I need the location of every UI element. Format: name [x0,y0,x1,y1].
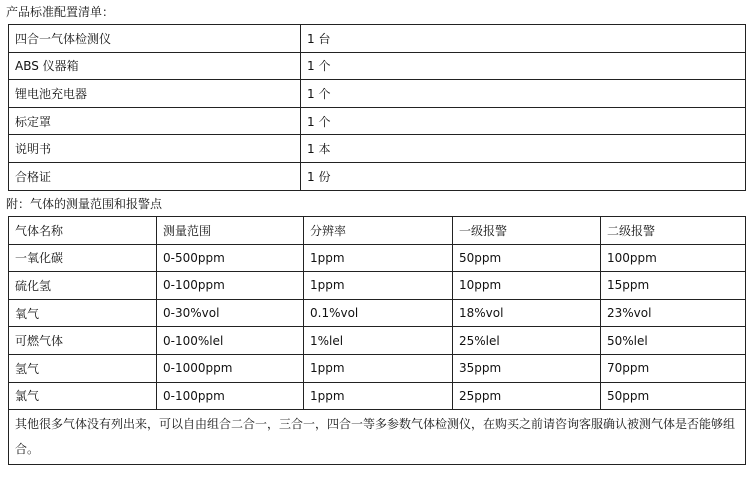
resolution: 1ppm [304,382,453,410]
column-header: 气体名称 [9,217,157,245]
item-name: 合格证 [9,162,301,190]
item-quantity: 1 台 [301,25,746,53]
gas-name: 一氧化碳 [9,244,157,272]
item-name: 标定罩 [9,107,301,135]
table-row [9,272,746,300]
item-quantity: 1 份 [301,162,746,190]
resolution: 1ppm [304,272,453,300]
table-row [9,354,746,382]
table-row [9,135,746,163]
range-table-title: 附：气体的测量范围和报警点 [6,197,163,211]
alarm-level-2: 50ppm [601,382,746,410]
table-row [9,382,746,410]
item-quantity: 1 个 [301,52,746,80]
alarm-level-2: 50%lel [601,327,746,355]
alarm-level-1: 50ppm [453,244,601,272]
table-row [9,107,746,135]
item-quantity: 1 个 [301,107,746,135]
gas-name: 氯气 [9,382,157,410]
alarm-level-1: 35ppm [453,354,601,382]
alarm-level-2: 15ppm [601,272,746,300]
config-list-title: 产品标准配置清单： [6,5,115,19]
column-header: 一级报警 [453,217,601,245]
note-row [9,410,746,465]
table-row [9,244,746,272]
measure-range: 0-1000ppm [157,354,304,382]
item-quantity: 1 个 [301,80,746,108]
item-name: ABS 仪器箱 [9,52,301,80]
alarm-level-1: 25%lel [453,327,601,355]
table-row [9,162,746,190]
table-row [9,299,746,327]
column-header: 二级报警 [601,217,746,245]
gas-name: 氧气 [9,299,157,327]
alarm-level-1: 25ppm [453,382,601,410]
table-row [9,80,746,108]
gas-name: 可燃气体 [9,327,157,355]
item-name: 四合一气体检测仪 [9,25,301,53]
alarm-level-2: 23%vol [601,299,746,327]
resolution: 0.1%vol [304,299,453,327]
measure-range: 0-100ppm [157,272,304,300]
alarm-level-2: 100ppm [601,244,746,272]
measure-range: 0-30%vol [157,299,304,327]
note-text: 其他很多气体没有列出来，可以自由组合二合一，三合一，四合一等多参数气体检测仪，在购买之前请咨询客服确认被测气体是否能够组合。 [9,410,746,465]
item-name: 说明书 [9,135,301,163]
measure-range: 0-500ppm [157,244,304,272]
range-table [8,216,746,465]
measure-range: 0-100%lel [157,327,304,355]
table-row [9,327,746,355]
config-table [8,24,746,191]
column-header: 测量范围 [157,217,304,245]
resolution: 1ppm [304,354,453,382]
gas-name: 硫化氢 [9,272,157,300]
table-row [9,52,746,80]
gas-name: 氢气 [9,354,157,382]
alarm-level-2: 70ppm [601,354,746,382]
item-name: 锂电池充电器 [9,80,301,108]
table-row [9,25,746,53]
resolution: 1%lel [304,327,453,355]
item-quantity: 1 本 [301,135,746,163]
column-header: 分辨率 [304,217,453,245]
table-header-row [9,217,746,245]
measure-range: 0-100ppm [157,382,304,410]
resolution: 1ppm [304,244,453,272]
alarm-level-1: 18%vol [453,299,601,327]
alarm-level-1: 10ppm [453,272,601,300]
